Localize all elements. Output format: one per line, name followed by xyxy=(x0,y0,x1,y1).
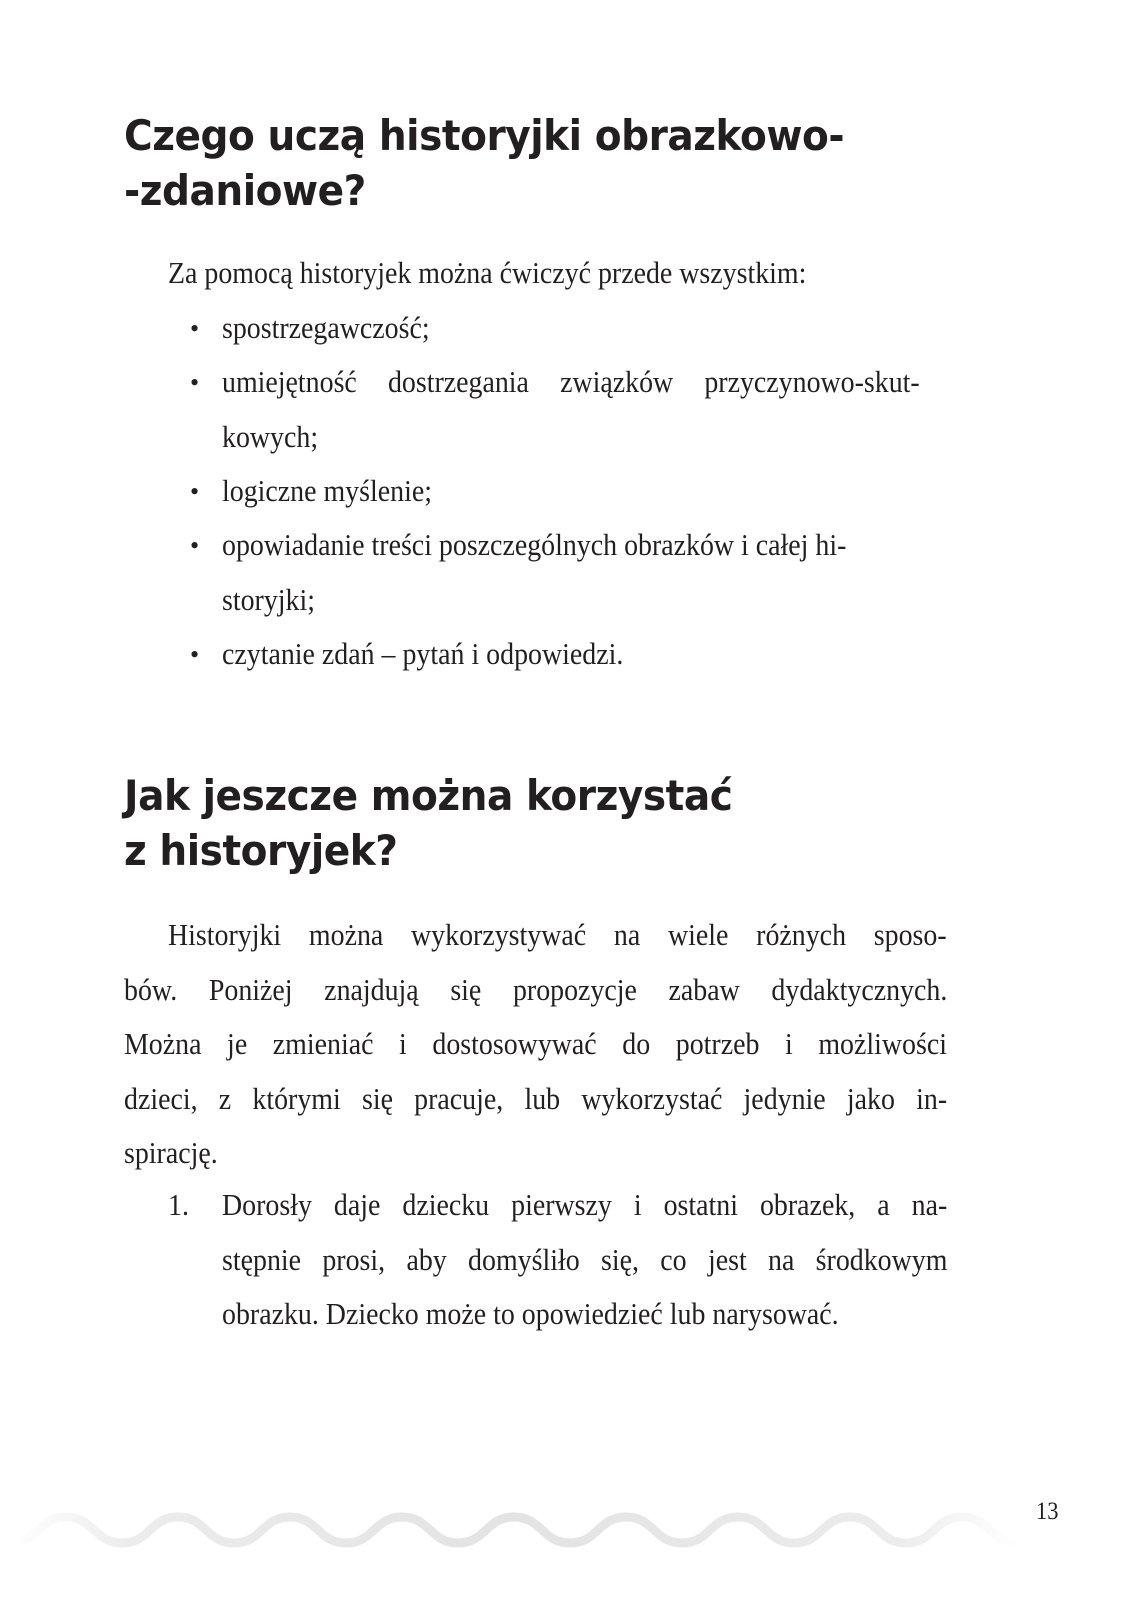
intro-text: Za pomocą historyjek można ćwiczyć przede wszystkim: xyxy=(168,255,807,290)
bullet-item-4-line-2: storyjki; xyxy=(222,582,316,617)
section-heading-2-line-1: Jak jeszcze można korzystać xyxy=(124,771,733,820)
bullet-item-2-line-2: kowych; xyxy=(222,419,319,454)
wave-ornament-icon xyxy=(0,1505,1030,1555)
paragraph-line-5: spirację. xyxy=(124,1135,218,1170)
numbered-item-1-line-3: obrazku. Dziecko może to opowiedzieć lub narysować. xyxy=(222,1296,839,1331)
bullet-icon: • xyxy=(190,531,200,560)
list-number: 1. xyxy=(168,1187,189,1222)
paragraph-line-3: Można je zmieniać i dostosowywać do potrzeb i możliwości xyxy=(124,1026,947,1061)
bullet-icon: • xyxy=(190,368,200,397)
bullet-item-1: spostrzegawczość; xyxy=(222,310,430,345)
paragraph-line-4: dzieci, z którymi się pracuje, lub wykorzystać jedynie jako in- xyxy=(124,1081,948,1116)
page-number: 13 xyxy=(1036,1498,1059,1525)
numbered-item-1-line-2: stępnie prosi, aby domyśliło się, co jest na środkowym xyxy=(222,1242,948,1277)
numbered-item-1-line-1: Dorosły daje dziecku pierwszy i ostatni obrazek, a na- xyxy=(222,1187,948,1222)
wave-path xyxy=(10,1517,1018,1543)
bullet-item-4-line-1: opowiadanie treści poszczególnych obrazków i całej hi- xyxy=(222,527,847,562)
bullet-icon: • xyxy=(190,640,200,669)
bullet-item-5: czytanie zdań – pytań i odpowiedzi. xyxy=(222,636,624,671)
bullet-icon: • xyxy=(190,314,200,343)
section-heading-1-line-1: Czego uczą historyjki obrazkowo- xyxy=(124,111,845,160)
section-heading-1-line-2: -zdaniowe? xyxy=(124,166,366,215)
paragraph-line-2: bów. Poniżej znajdują się propozycje zabaw dydaktycznych. xyxy=(124,972,948,1007)
bullet-item-2-line-1: umiejętność dostrzegania związków przyczynowo-skut- xyxy=(222,364,920,399)
bullet-icon: • xyxy=(190,477,200,506)
paragraph-line-1: Historyjki można wykorzystywać na wiele różnych sposo- xyxy=(168,917,947,952)
section-heading-2-line-2: z historyjek? xyxy=(124,826,398,875)
bullet-item-3: logiczne myślenie; xyxy=(222,473,432,508)
